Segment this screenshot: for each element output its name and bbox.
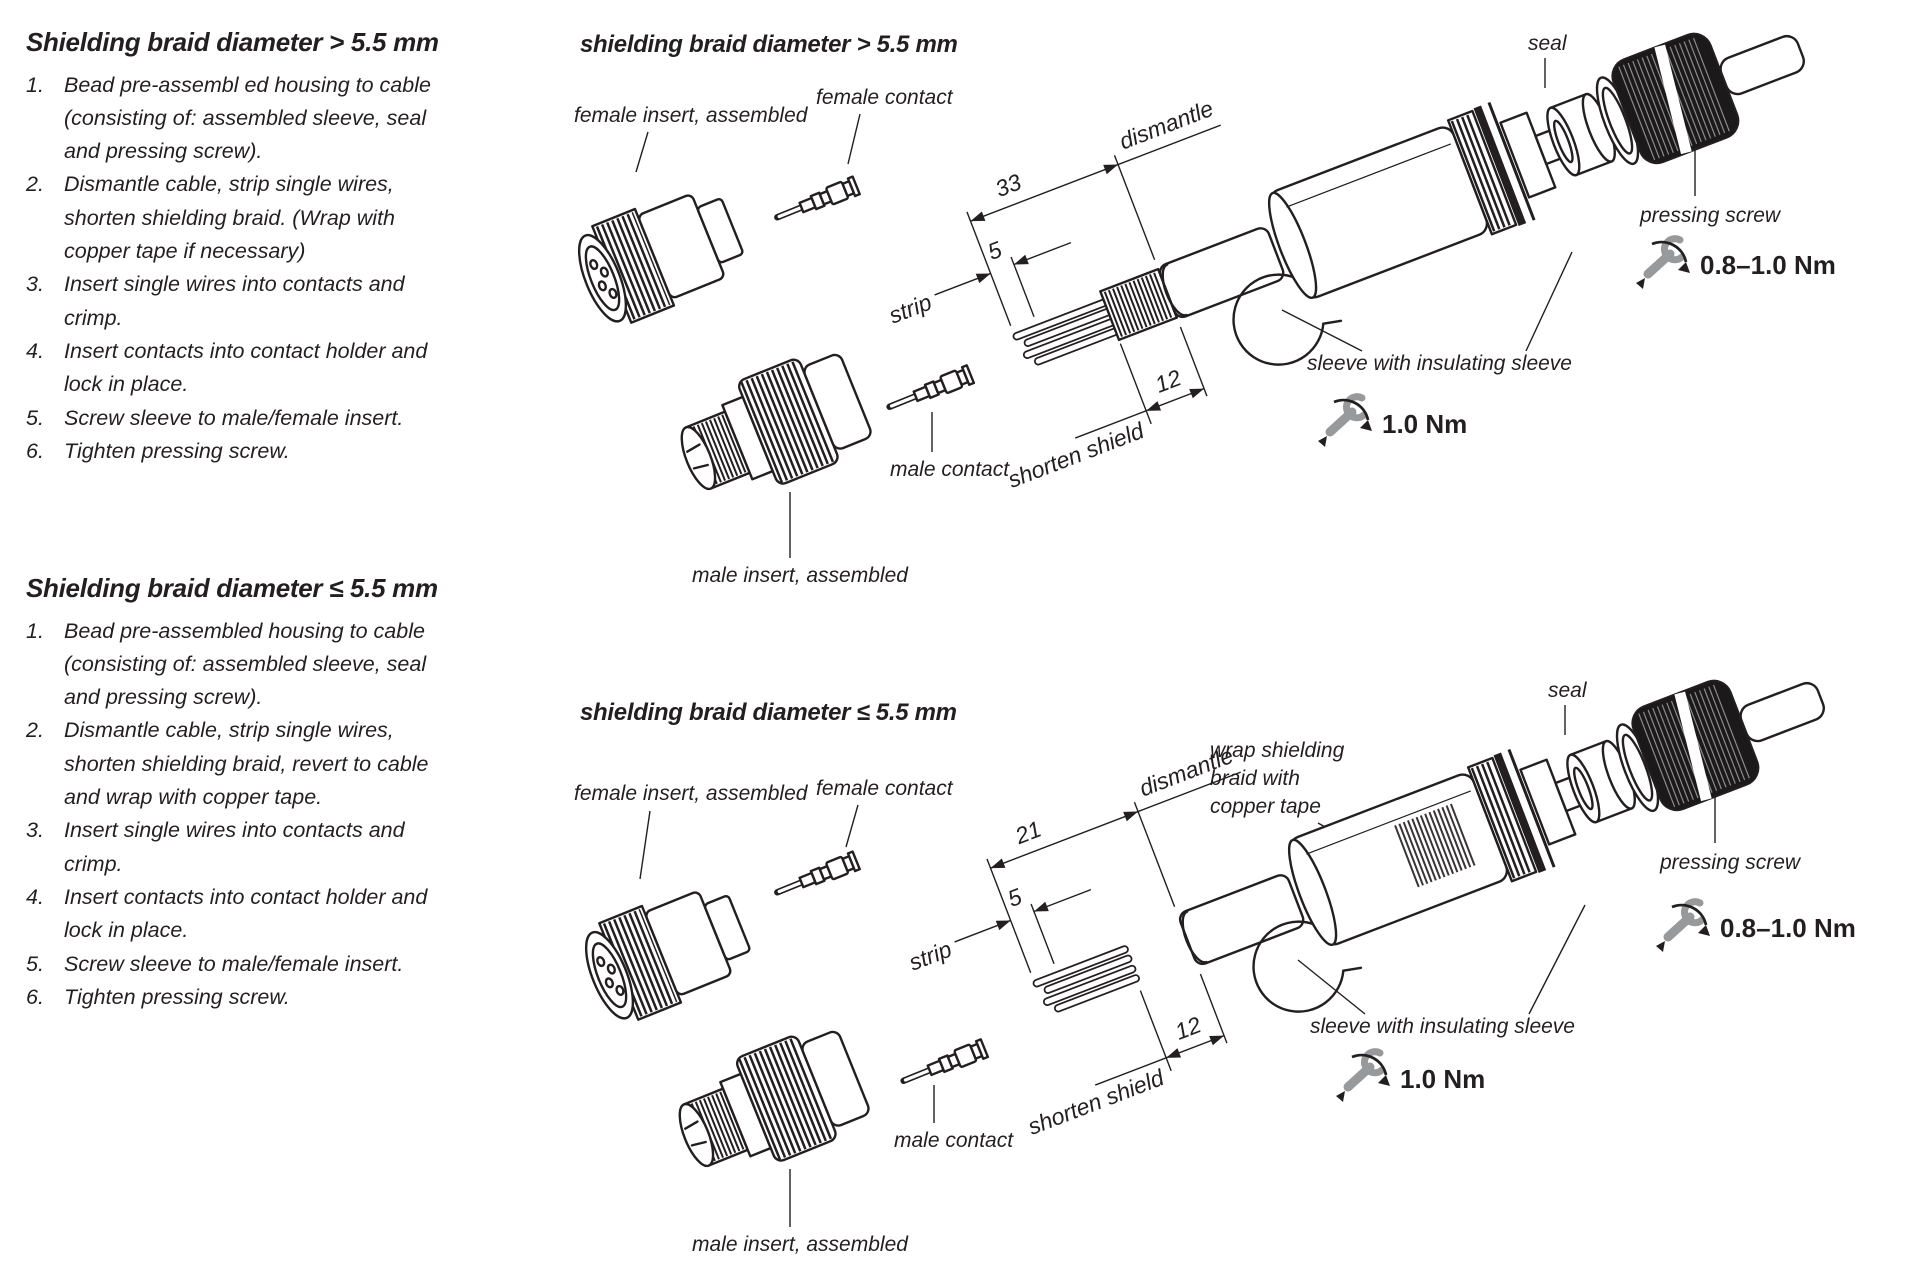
female-insert	[574, 875, 759, 1030]
female-insert	[567, 178, 752, 333]
dim-strip-word: strip	[905, 935, 956, 976]
step-item	[26, 402, 458, 435]
wrap-label-line: braid with	[1210, 767, 1300, 790]
step-text: Dismantle cable, strip single wires, shorten shielding braid, revert to cable and wrap with copper tape.	[64, 718, 429, 810]
wrap-label-line: copper tape	[1210, 795, 1321, 818]
dim-shield-value: 12	[1151, 364, 1185, 398]
assembly-diagram-gt55	[460, 0, 1920, 600]
diagram-header: shielding braid diameter > 5.5 mm	[580, 31, 958, 58]
female-contact-label: female contact	[816, 777, 953, 800]
step-item	[26, 615, 458, 715]
female-contact-pin	[774, 177, 860, 226]
male-insert-label: male insert, assembled	[692, 564, 908, 587]
instructions-block-gt55	[26, 26, 458, 468]
leader-line	[640, 811, 650, 879]
step-text: Screw sleeve to male/female insert.	[64, 951, 404, 976]
torque-wrench-icon	[1656, 902, 1710, 952]
step-text: Insert single wires into contacts and crimp.	[64, 818, 405, 876]
sleeve-label: sleeve with insulating sleeve	[1307, 352, 1572, 375]
step-text: Bead pre-assembl ed housing to cable (consisting of: assembled sleeve, seal and pressing screw).	[64, 72, 431, 164]
step-item	[26, 168, 458, 268]
leader-line	[846, 805, 858, 847]
cable-tail	[1737, 680, 1827, 745]
cable-jacket	[1177, 873, 1306, 967]
pressing-screw-label: pressing screw	[1660, 851, 1801, 874]
torque-pressing-screw-value: 0.8–1.0 Nm	[1700, 250, 1836, 280]
sleeve-label: sleeve with insulating sleeve	[1310, 1015, 1575, 1038]
step-text: Dismantle cable, strip single wires, shorten shielding braid. (Wrap with copper tape if necessary)	[64, 172, 396, 264]
step-item	[26, 435, 458, 468]
dim-strip-value: 5	[1004, 883, 1026, 912]
torque-wrench-icon	[1318, 397, 1372, 447]
step-text: Insert contacts into contact holder and lock in place.	[64, 885, 428, 943]
leader-line	[848, 114, 860, 164]
female-contact-pin	[774, 852, 860, 901]
wrap-label-line: wrap shielding	[1210, 739, 1345, 762]
step-number: 2.	[26, 172, 44, 197]
torque-sleeve-value: 1.0 Nm	[1400, 1064, 1486, 1094]
step-item	[26, 714, 458, 814]
step-text: Bead pre-assembled housing to cable (consisting of: assembled sleeve, seal and pressing screw).	[64, 618, 427, 710]
female-contact-label: female contact	[816, 86, 953, 109]
dim-strip-value: 5	[984, 236, 1006, 265]
dimension-lines	[857, 94, 1318, 511]
step-number: 4.	[26, 885, 44, 909]
step-item	[26, 69, 458, 169]
instructions-block-le55	[26, 572, 458, 1014]
male-contact-pin	[900, 1039, 988, 1089]
leader-line	[636, 132, 648, 172]
male-contact-pin	[886, 365, 974, 415]
step-item	[26, 335, 458, 402]
step-number: 6.	[26, 984, 44, 1009]
step-text: Tighten pressing screw.	[64, 438, 290, 463]
dim-dismantle-value: 33	[991, 168, 1025, 203]
leader-line	[1526, 252, 1572, 351]
step-number: 3.	[26, 818, 44, 843]
section-title: Shielding braid diameter ≤ 5.5 mm	[26, 573, 438, 603]
cable-assembly	[857, 0, 1848, 512]
step-number: 3.	[26, 272, 44, 297]
male-contact-label: male contact	[890, 458, 1010, 481]
seal-label: seal	[1528, 32, 1567, 55]
step-item	[26, 981, 458, 1014]
step-number: 4.	[26, 339, 44, 363]
male-insert	[666, 342, 877, 514]
torque-sleeve-value: 1.0 Nm	[1382, 409, 1468, 439]
step-number: 6.	[26, 438, 44, 463]
dim-dismantle-word: dismantle	[1115, 94, 1217, 155]
step-number: 5.	[26, 951, 44, 976]
male-insert-label: male insert, assembled	[692, 1233, 908, 1256]
pressing-screw-label: pressing screw	[1640, 204, 1781, 227]
assembly-diagram-le55	[460, 545, 1920, 1280]
male-contact-label: male contact	[894, 1129, 1014, 1152]
torque-wrench-icon	[1336, 1052, 1390, 1102]
sleeve-housing	[1279, 740, 1583, 954]
male-insert	[664, 1019, 875, 1191]
torque-pressing-screw-value: 0.8–1.0 Nm	[1720, 913, 1856, 943]
torque-wrench-icon	[1636, 239, 1690, 289]
step-number: 1.	[26, 72, 44, 97]
dim-dismantle-word: dismantle	[1135, 741, 1237, 802]
female-insert-label: female insert, assembled	[574, 104, 808, 127]
step-number: 2.	[26, 718, 44, 743]
step-text: Tighten pressing screw.	[64, 984, 290, 1009]
step-text: Insert contacts into contact holder and lock in place.	[64, 339, 428, 397]
step-item	[26, 268, 458, 335]
diagram-header: shielding braid diameter ≤ 5.5 mm	[580, 699, 957, 726]
step-item	[26, 814, 458, 881]
dim-shield-value: 12	[1171, 1011, 1205, 1045]
female-insert-label: female insert, assembled	[574, 782, 808, 805]
seal-label: seal	[1548, 679, 1587, 702]
step-text: Screw sleeve to male/female insert.	[64, 405, 404, 430]
dim-shield-word: shorten shield	[1024, 1064, 1168, 1140]
leader-line	[1529, 905, 1585, 1014]
step-item	[26, 881, 458, 948]
section-title: Shielding braid diameter > 5.5 mm	[26, 27, 439, 57]
step-number: 1.	[26, 618, 44, 643]
dim-dismantle-value: 21	[1011, 815, 1045, 850]
step-text: Insert single wires into contacts and crimp.	[64, 272, 405, 330]
leader-line	[1282, 310, 1362, 351]
step-number: 5.	[26, 405, 44, 430]
dim-shield-word: shorten shield	[1004, 417, 1148, 493]
dim-strip-word: strip	[885, 288, 936, 329]
sleeve-housing	[1259, 93, 1563, 307]
step-item	[26, 948, 458, 981]
cable-tail	[1717, 33, 1807, 98]
cable-jacket	[1157, 226, 1286, 320]
